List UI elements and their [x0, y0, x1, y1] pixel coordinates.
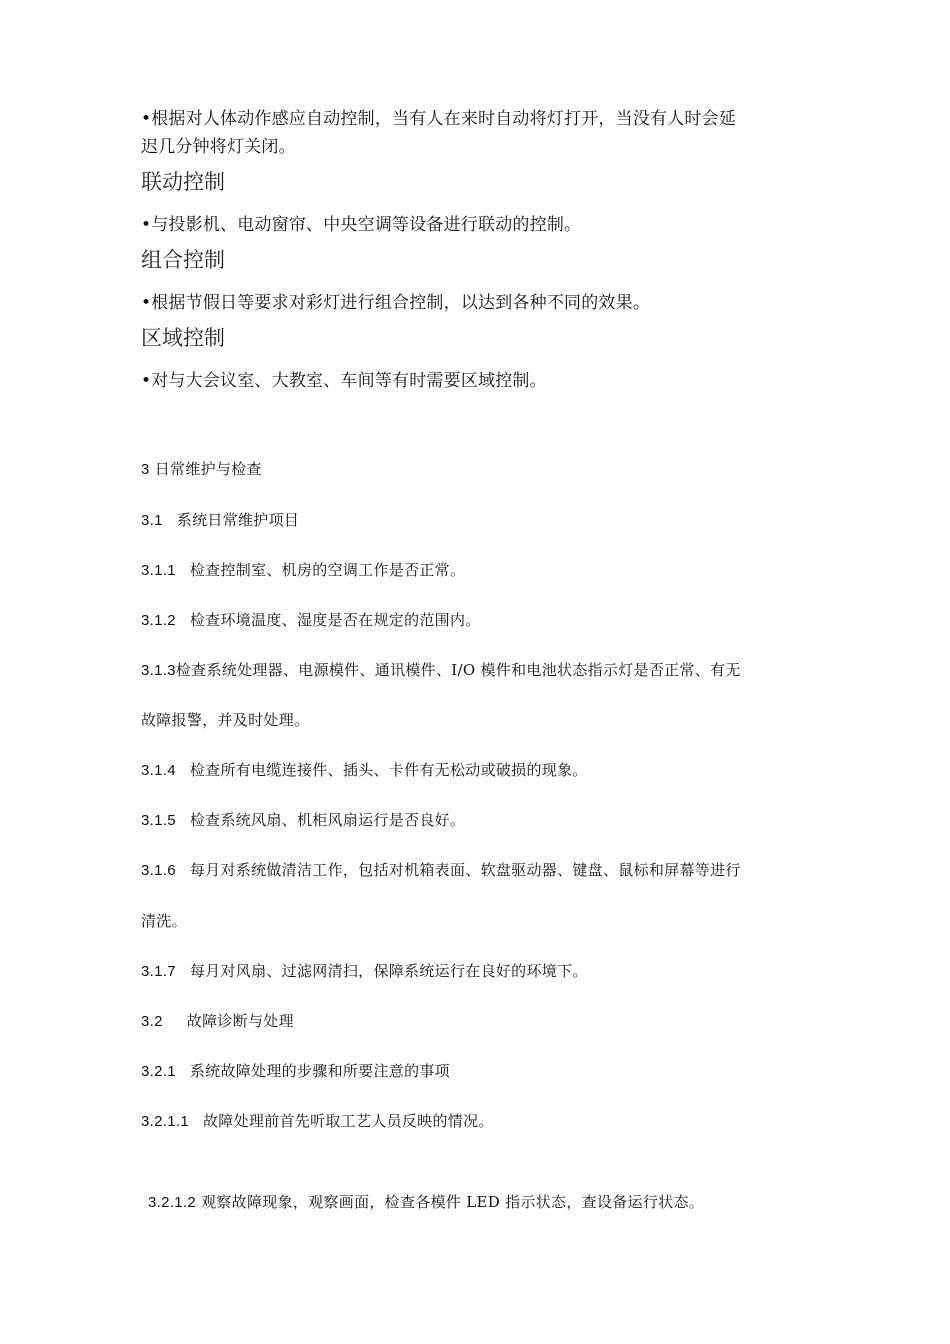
section-heading: 3.2 故障诊断与处理 — [141, 1012, 294, 1030]
section-heading: 3 日常维护与检查 — [141, 460, 262, 478]
section-item: 3.1.4 检查所有电缆连接件、插头、卡件有无松动或破损的现象。 — [141, 761, 588, 779]
section-item: 3.1.6 每月对系统做清洁工作，包括对机箱表面、软盘驱动器、键盘、鼠标和屏幕等进行 — [141, 861, 741, 879]
section-item: 3.1.7 每月对风扇、过滤网清扫，保障系统运行在良好的环境下。 — [141, 962, 588, 980]
section-item: 3.1.5 检查系统风扇、机柜风扇运行是否良好。 — [141, 811, 466, 829]
combo-control-heading: 组合控制 — [141, 248, 225, 272]
auto-control-line2: 迟几分钟将灯关闭。 — [141, 137, 296, 157]
linkage-control-heading: 联动控制 — [141, 170, 225, 194]
section-item: 3.1.2 检查环境温度、湿度是否在规定的范围内。 — [141, 611, 481, 629]
section-item-continuation: 清洗。 — [141, 912, 187, 930]
section-item: 3.2.1.1 故障处理前首先听取工艺人员反映的情况。 — [141, 1112, 494, 1130]
section-heading: 3.1 系统日常维护项目 — [141, 511, 300, 529]
zone-control-heading: 区域控制 — [141, 326, 225, 350]
linkage-control-text: •与投影机、电动窗帘、中央空调等设备进行联动的控制。 — [141, 215, 582, 235]
section-item: 3.1.1 检查控制室、机房的空调工作是否正常。 — [141, 561, 466, 579]
section-item: 3.1.3检查系统处理器、电源模件、通讯模件、I/O 模件和电池状态指示灯是否正常、有无 — [141, 661, 741, 679]
section-item-continuation: 故障报警，并及时处理。 — [141, 711, 310, 729]
section-item: 3.2.1.2 观察故障现象，观察画面，检查各模件 LED 指示状态，查设备运行状态。 — [148, 1193, 705, 1211]
zone-control-text: •对与大会议室、大教室、车间等有时需要区域控制。 — [141, 371, 547, 391]
section-item: 3.2.1 系统故障处理的步骤和所要注意的事项 — [141, 1062, 450, 1080]
combo-control-text: •根据节假日等要求对彩灯进行组合控制，以达到各种不同的效果。 — [141, 293, 651, 313]
auto-control-line1: •根据对人体动作感应自动控制，当有人在来时自动将灯打开，当没有人时会延 — [141, 109, 737, 129]
